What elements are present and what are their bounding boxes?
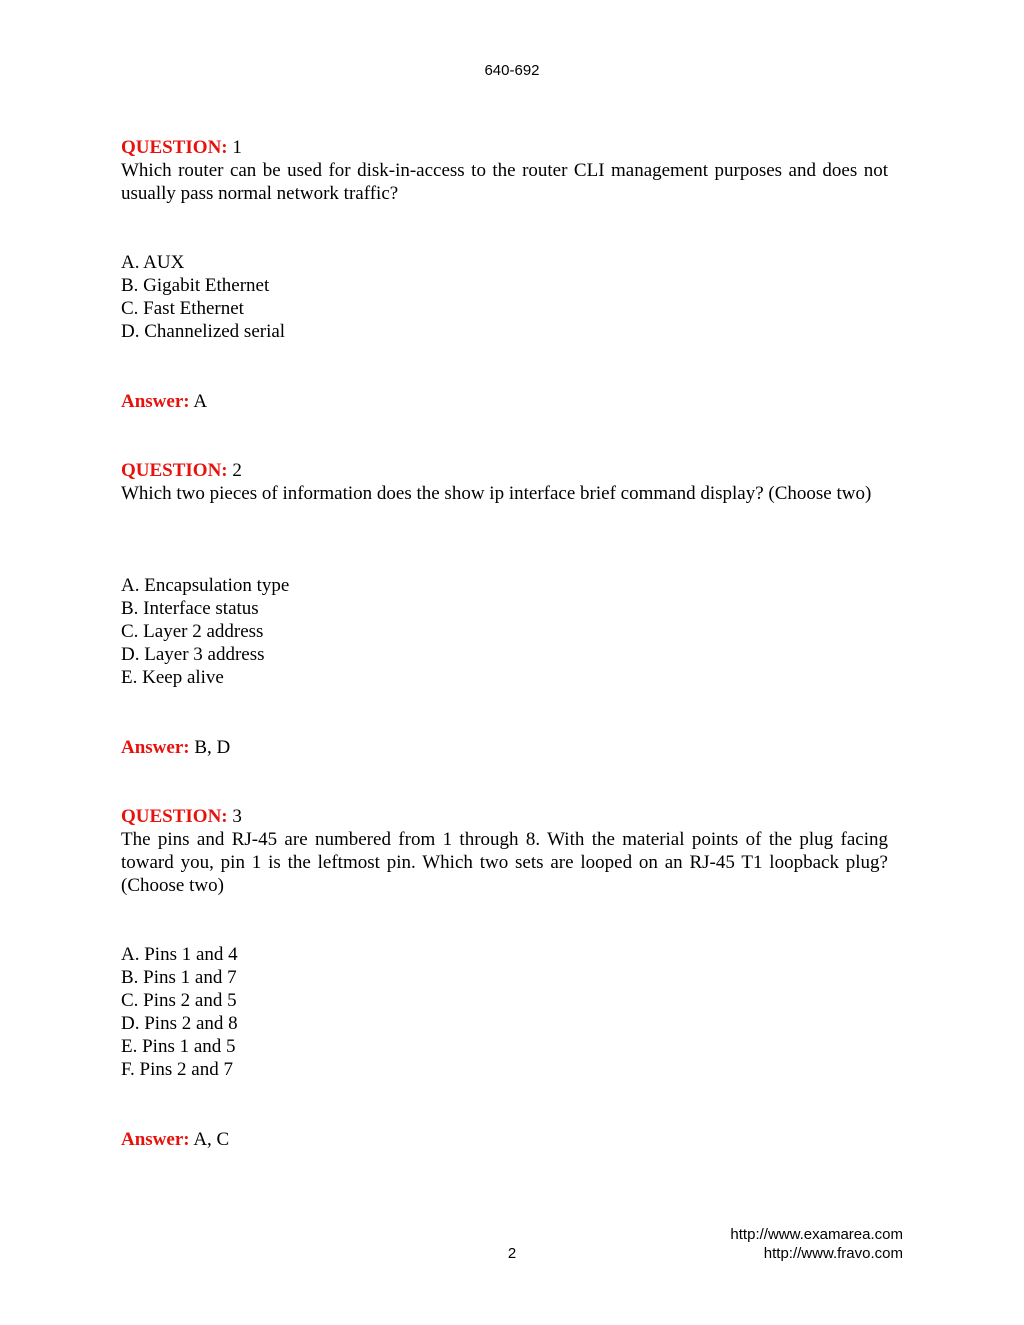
- answer-value: B, D: [194, 737, 231, 758]
- footer-link-examarea[interactable]: http://www.examarea.com: [730, 1226, 903, 1243]
- question-label: QUESTION:: [121, 137, 228, 158]
- page-number: 2: [507, 1245, 517, 1262]
- option-item: E. Pins 1 and 5: [121, 1036, 236, 1057]
- option-item: C. Fast Ethernet: [121, 298, 244, 319]
- option-item: C. Pins 2 and 5: [121, 990, 237, 1011]
- option-item: B. Interface status: [121, 598, 259, 619]
- question-3-options: [121, 943, 888, 1081]
- option-item: B. Pins 1 and 7: [121, 967, 237, 988]
- question-2-text: Which two pieces of information does the show ip interface brief command display? (Choose two): [121, 483, 872, 504]
- question-1-text: Which router can be used for disk-in-access to the router CLI management purposes and does not usually pass normal network traffic?: [121, 160, 888, 204]
- answer-label: Answer:: [121, 391, 190, 412]
- question-3-header: [121, 805, 888, 828]
- footer-links: [730, 1225, 903, 1263]
- option-item: A. Encapsulation type: [121, 575, 290, 596]
- option-item: A. AUX: [121, 252, 185, 273]
- answer-label: Answer:: [121, 1129, 190, 1150]
- option-item: E. Keep alive: [121, 667, 224, 688]
- question-3-answer: [121, 1128, 888, 1151]
- answer-label: Answer:: [121, 737, 190, 758]
- question-number: 2: [232, 460, 242, 481]
- question-label: QUESTION:: [121, 460, 228, 481]
- answer-value: A, C: [193, 1129, 230, 1150]
- question-number: 3: [232, 806, 242, 827]
- question-number: 1: [232, 137, 242, 158]
- option-item: F. Pins 2 and 7: [121, 1059, 233, 1080]
- question-1-header: [121, 136, 888, 159]
- page-header-code: 640-692: [484, 62, 540, 79]
- option-item: C. Layer 2 address: [121, 621, 264, 642]
- option-item: D. Pins 2 and 8: [121, 1013, 238, 1034]
- question-3-text: The pins and RJ-45 are numbered from 1 through 8. With the material points of the plug facing toward you, pin 1 is the leftmost pin. Which two sets are looped on an RJ-45 T1 loopback plug? (Choose two): [121, 829, 888, 896]
- question-2-header: [121, 459, 888, 482]
- option-item: D. Layer 3 address: [121, 644, 265, 665]
- question-2-answer: [121, 736, 888, 759]
- question-label: QUESTION:: [121, 806, 228, 827]
- question-1-answer: [121, 390, 888, 413]
- option-item: A. Pins 1 and 4: [121, 944, 238, 965]
- option-item: B. Gigabit Ethernet: [121, 275, 270, 296]
- footer-link-fravo[interactable]: http://www.fravo.com: [763, 1245, 903, 1262]
- option-item: D. Channelized serial: [121, 321, 286, 342]
- answer-value: A: [193, 391, 208, 412]
- question-2-options: [121, 574, 888, 689]
- question-1-options: [121, 251, 888, 343]
